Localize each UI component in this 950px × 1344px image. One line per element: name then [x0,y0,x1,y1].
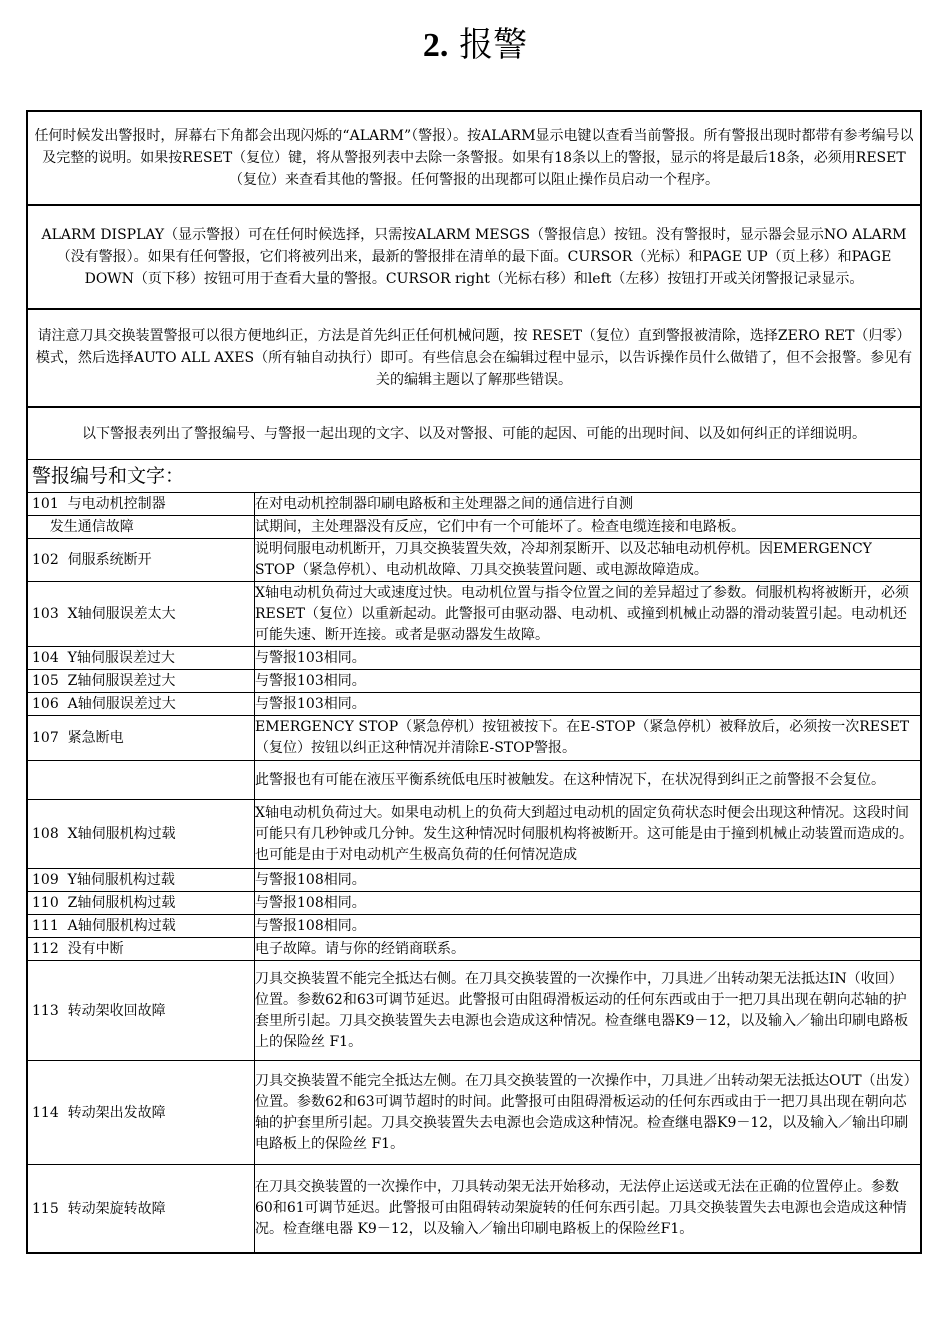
alarm-description-text: 与警报103相同。 [255,649,366,666]
alarm-document-frame [26,110,922,1254]
table-row [28,892,920,915]
table-heading: 警报编号和文字： [28,459,920,493]
alarm-description-text: EMERGENCY STOP（紧急停机）按钮被按下。在E-STOP（紧急停机）被释放后，必须按一次RESET（复位）按钮以纠正这种情况并清除E-STOP警报。 [255,719,910,756]
alarm-description-cell [251,539,920,581]
alarm-code-cell [28,516,255,538]
table-row [28,582,920,647]
alarm-description-text: 此警报也有可能在液压平衡系统低电压时被触发。在这种情况下，在状况得到纠正之前警报不会复位。 [255,771,885,788]
alarm-description-cell [251,961,920,1060]
alarm-description-text: X轴电动机负荷过大。如果电动机上的负荷大到超过电动机的固定负荷状态时便会出现这种情况。这段时间可能只有几秒钟或几分钟。发生这种情况时伺服机构将被断开。这可能是由于撞到机械止动装置而造成的。也可能是由于对电动机产生极高负荷的任何情况造成 [255,804,913,863]
alarm-description-cell [251,516,920,538]
alarm-description-cell [251,892,920,914]
alarm-description-cell [251,915,920,937]
table-row [28,869,920,892]
alarm-description-cell [251,800,920,868]
alarm-description-cell [251,493,920,515]
intro-paragraph-3 [28,310,920,408]
alarm-description-text: 说明伺服电动机断开，刀具交换装置失效，冷却剂泵断开、以及芯轴电动机停机。因EMERGENCY STOP（紧急停机）、电动机故障、刀具交换装置问题、或电源故障造成。 [255,541,872,578]
alarm-code-cell [28,693,255,715]
page-title [0,22,950,69]
table-row [28,961,920,1061]
intro-paragraph-2 [28,206,920,310]
alarm-code-cell [28,647,255,669]
table-row [28,516,920,539]
alarm-description-text: 与警报108相同。 [255,871,366,888]
table-row [28,693,920,716]
section-title: 报警 [459,25,528,65]
alarm-code-cell [28,716,255,760]
alarm-code-cell [28,961,255,1060]
alarm-code-text: 115 转动架旋转故障 [32,1200,166,1217]
alarm-description-cell [251,670,920,692]
table-row [28,800,920,869]
alarm-code-text: 104 Y轴伺服误差过大 [32,650,175,666]
alarm-description-text: 在刀具交换装置的一次操作中，刀具转动架无法开始移动，无法停止运送或无法在正确的位置停止。参数60和61可调节延迟。此警报可由阻碍转动架旋转的任何东西引起。刀具交换装置失去电源也会造成这种情况。检查继电器 K9－12，以及输入／输出印刷电路板上的保险丝F1。 [255,1179,907,1237]
alarm-description-cell [251,716,920,760]
alarm-code-text: 发生通信故障 [32,519,134,535]
alarm-description-text: 试期间，主处理器没有反应，它们中有一个可能坏了。检查电缆连接和电路板。 [255,518,745,535]
alarm-code-cell [28,539,255,581]
table-row [28,670,920,693]
intro-text-1: 任何时候发出警报时，屏幕右下角都会出现闪烁的“ALARM”（警报）。按ALARM显示电键以查看当前警报。所有警报出现时都带有参考编号以及完整的说明。如果按RESET（复位）键，将从警报列表中去除一条警报。如果有18条以上的警报，显示的将是最后18条，必须用RESET（复位）来查看其他的警报。任何警报的出现都可以阻止操作员启动一个程序。 [34,128,914,188]
alarm-description-cell [251,647,920,669]
alarm-description-text: 与警报108相同。 [255,894,366,911]
alarm-description-cell [251,761,920,799]
alarm-code-text: 105 Z轴伺服误差过大 [32,673,176,689]
alarm-description-cell [251,869,920,891]
alarm-description-text: 与警报103相同。 [255,695,366,712]
alarm-description-text: X轴电动机负荷过大或速度过快。电动机位置与指令位置之间的差异超过了参数。伺服机构将被断开，必须RESET（复位）以重新起动。此警报可由驱动器、电动机、或撞到机械止动器的滑动装置引起。电动机还可能失速、断开连接。或者是驱动器发生故障。 [255,584,909,643]
alarm-description-text: 与警报103相同。 [255,672,366,689]
alarm-description-cell [251,1165,920,1252]
table-row [28,915,920,938]
alarm-code-cell [28,493,255,515]
alarm-description-text: 在对电动机控制器印刷电路板和主处理器之间的通信进行自测 [255,495,633,512]
alarm-code-cell [28,869,255,891]
alarm-code-text: 102 伺服系统断开 [32,552,152,568]
alarm-code-text: 110 Z轴伺服机构过载 [32,895,176,911]
alarm-code-cell [28,670,255,692]
alarm-description-cell [251,1061,920,1164]
alarm-code-text: 114 转动架出发故障 [32,1104,166,1121]
alarm-code-text: 113 转动架收回故障 [32,1002,166,1019]
table-row [28,761,920,800]
alarm-code-text: 106 A轴伺服误差过大 [32,696,176,712]
alarm-description-cell [251,582,920,646]
table-row [28,1061,920,1165]
table-row [28,647,920,670]
alarm-code-cell [28,800,255,868]
intro-text-4: 以下警报表列出了警报编号、与警报一起出现的文字、以及对警报、可能的起因、可能的出现时间、以及如何纠正的详细说明。 [82,425,866,442]
table-row [28,493,920,516]
alarm-description-cell [251,693,920,715]
alarm-description-text: 刀具交换装置不能完全抵达左侧。在刀具交换装置的一次操作中，刀具进／出转动架无法抵达OUT（出发）位置。参数62和63可调节超时的时间。此警报可由阻碍滑板运动的任何东西或由于一把刀具出现在朝向芯轴的护套里所引起。刀具交换装置失去电源也会造成这种情况。检查继电器K9－12，以及输入／输出印刷电路板上的保险丝 F1。 [255,1072,911,1152]
alarm-code-text: 109 Y轴伺服机构过载 [32,872,175,888]
alarm-code-cell [28,1061,255,1164]
alarm-code-cell [28,892,255,914]
table-row [28,1165,920,1252]
alarm-description-text: 与警报108相同。 [255,917,366,934]
alarm-code-cell [28,915,255,937]
intro-text-3: 请注意刀具交换装置警报可以很方便地纠正，方法是首先纠正任何机械问题，按 RESET（复位）直到警报被清除，选择ZERO RET（归零）模式，然后选择AUTO ALL AXES（所有轴自动执行）即可。有些信息会在编辑过程中显示，以告诉操作员什么做错了，但不会报警。参见有关的编辑主题以了解那些错误。 [35,328,913,388]
intro-paragraph-4 [28,408,920,460]
alarm-description-text: 刀具交换装置不能完全抵达右侧。在刀具交换装置的一次操作中，刀具进／出转动架无法抵达IN（收回）位置。参数62和63可调节延迟。此警报可由阻碍滑板运动的任何东西或由于一把刀具出现在朝向芯轴的护套里所引起。刀具交换装置失去电源也会造成这种情况。检查继电器K9－12，以及输入／输出印刷电路板上的保险丝 F1。 [255,970,909,1050]
intro-text-2: ALARM DISPLAY（显示警报）可在任何时候选择，只需按ALARM MESGS（警报信息）按钮。没有警报时，显示器会显示NO ALARM（没有警报）。如果有任何警报，它们将被列出来，最新的警报排在清单的最下面。CURSOR（光标）和PAGE UP（页上移）和PAGE DOWN（页下移）按钮可用于查看大量的警报。CURSOR right（光标右移）和left（左移）按钮打开或关闭警报记录显示。 [41,227,907,287]
alarm-code-text: 103 X轴伺服误差太大 [32,606,176,622]
alarm-code-text: 101 与电动机控制器 [32,496,166,512]
table-row [28,716,920,761]
table-row [28,938,920,961]
alarm-code-text: 112 没有中断 [32,941,124,957]
alarm-code-text: 111 A轴伺服机构过载 [32,918,176,934]
alarm-code-cell [28,582,255,646]
alarm-code-text: 108 X轴伺服机构过载 [32,826,176,842]
table-row [28,539,920,582]
alarm-code-cell [28,1165,255,1252]
alarm-description-cell [251,938,920,960]
alarm-code-text: 107 紧急断电 [32,730,124,746]
alarm-code-cell [28,761,255,799]
alarm-code-cell [28,938,255,960]
alarm-description-text: 电子故障。请与你的经销商联系。 [255,940,465,957]
intro-paragraph-1 [28,112,920,206]
section-number: 2. [422,27,449,64]
